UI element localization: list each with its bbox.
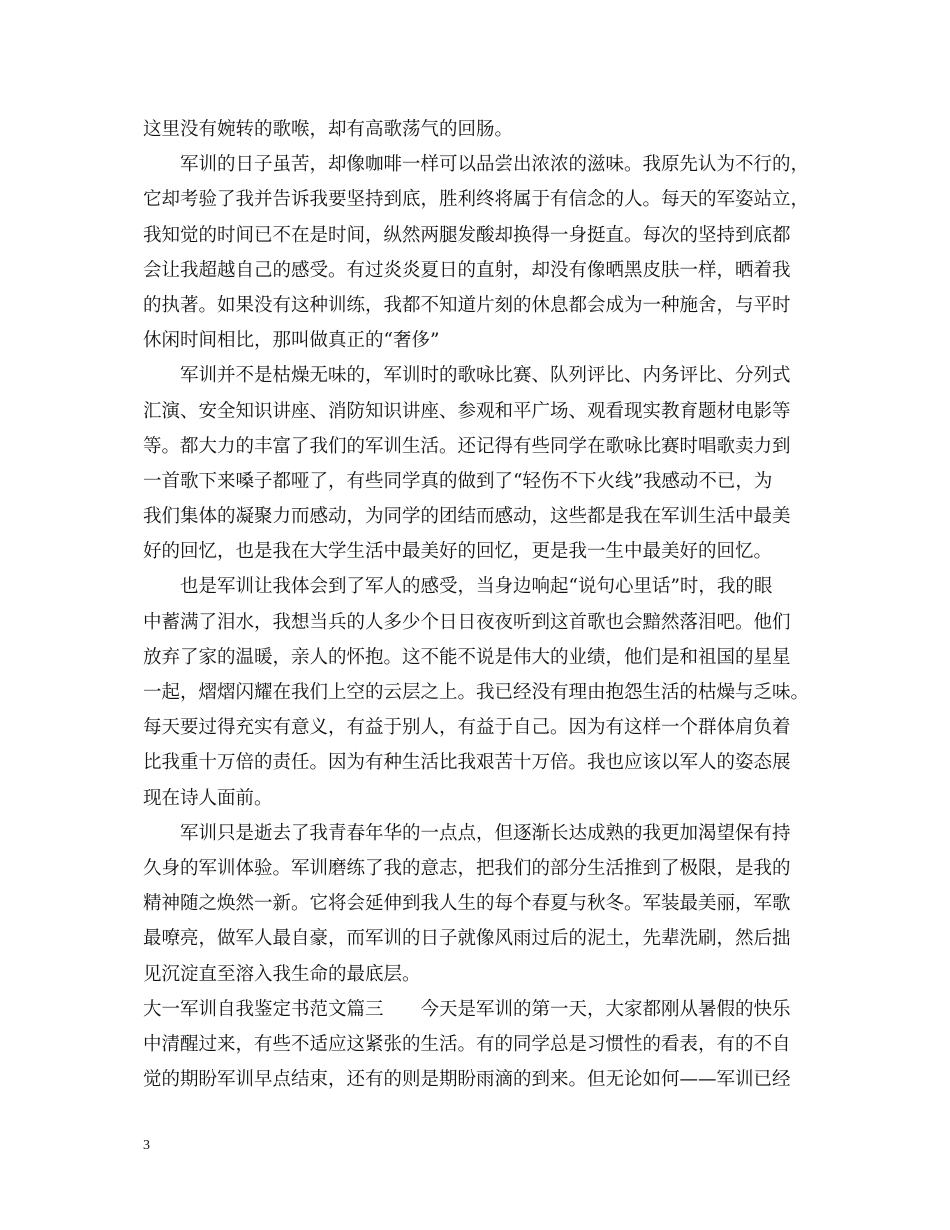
text-line: 最嘹亮，做军人最自豪，而军训的日子就像风雨过后的泥土，先辈洗刷，然后拙 xyxy=(143,928,791,950)
text-line: 一首歌下来嗓子都哑了，有些同学真的做到了“轻伤不下火线”我感动不已，为 xyxy=(143,470,773,492)
text-line: 军训并不是枯燥无味的，军训时的歌咏比赛、队列评比、内务评比、分列式 xyxy=(180,365,791,387)
text-line: 中蓄满了泪水，我想当兵的人多少个日日夜夜听到这首歌也会黯然落泪吧。他们 xyxy=(143,611,791,633)
text-line: 休闲时间相比，那叫做真正的“奢侈” xyxy=(143,330,440,352)
text-line: 比我重十万倍的责任。因为有种生活比我艰苦十万倍。我也应该以军人的姿态展 xyxy=(143,752,791,774)
text-line: 军训只是逝去了我青春年华的一点点，但逐渐长达成熟的我更加渴望保有持 xyxy=(180,822,791,844)
text-line: 中清醒过来，有些不适应这紧张的生活。有的同学总是习惯性的看表，有的不自 xyxy=(143,1033,791,1055)
text-line: 大一军训自我鉴定书范文篇三 今天是军训的第一天，大家都刚从暑假的快乐 xyxy=(143,998,791,1020)
text-line: 我们集体的凝聚力而感动，为同学的团结而感动，这些都是我在军训生活中最美 xyxy=(143,506,791,528)
text-line: 会让我超越自己的感受。有过炎炎夏日的直射，却没有像晒黑皮肤一样，晒着我 xyxy=(143,259,791,281)
text-line: 精神随之焕然一新。它将会延伸到我人生的每个春夏与秋冬。军装最美丽，军歌 xyxy=(143,893,791,915)
text-line: 汇演、安全知识讲座、消防知识讲座、参观和平广场、观看现实教育题材电影等 xyxy=(143,400,791,422)
text-line: 见沉淀直至溶入我生命的最底层。 xyxy=(143,963,421,985)
text-line: 放弃了家的温暖，亲人的怀抱。这不能不说是伟大的业绩，他们是和祖国的星星 xyxy=(143,646,791,668)
text-line: 的执著。如果没有这种训练，我都不知道片刻的休息都会成为一种施舍，与平时 xyxy=(143,294,791,316)
body-text xyxy=(143,112,827,1097)
text-line: 觉的期盼军训早点结束，还有的则是期盼雨滴的到来。但无论如何——军训已经 xyxy=(143,1069,791,1091)
text-line: 军训的日子虽苦，却像咖啡一样可以品尝出浓浓的滋味。我原先认为不行的， xyxy=(180,154,810,176)
page-number: 3 xyxy=(143,1138,150,1153)
text-line: 每天要过得充实有意义，有益于别人，有益于自己。因为有这样一个群体肩负着 xyxy=(143,717,791,739)
text-line: 这里没有婉转的歌喉，却有高歌荡气的回肠。 xyxy=(143,119,514,140)
text-line: 它却考验了我并告诉我要坚持到底，胜利终将属于有信念的人。每天的军姿站立， xyxy=(143,189,810,211)
text-line: 也是军训让我体会到了军人的感受，当身边响起“说句心里话”时，我的眼 xyxy=(180,576,773,598)
text-line: 好的回忆，也是我在大学生活中最美好的回忆，更是我一生中最美好的回忆。 xyxy=(143,541,773,563)
text-line: 现在诗人面前。 xyxy=(143,787,273,809)
text-line: 久身的军训体验。军训磨练了我的意志，把我们的部分生活推到了极限，是我的 xyxy=(143,857,791,879)
text-line: 等。都大力的丰富了我们的军训生活。还记得有些同学在歌咏比赛时唱歌卖力到 xyxy=(143,435,791,457)
text-line: 一起，熠熠闪耀在我们上空的云层之上。我已经没有理由抱怨生活的枯燥与乏味。 xyxy=(143,682,810,703)
text-line: 我知觉的时间已不在是时间，纵然两腿发酸却换得一身挺直。每次的坚持到底都 xyxy=(143,224,791,246)
